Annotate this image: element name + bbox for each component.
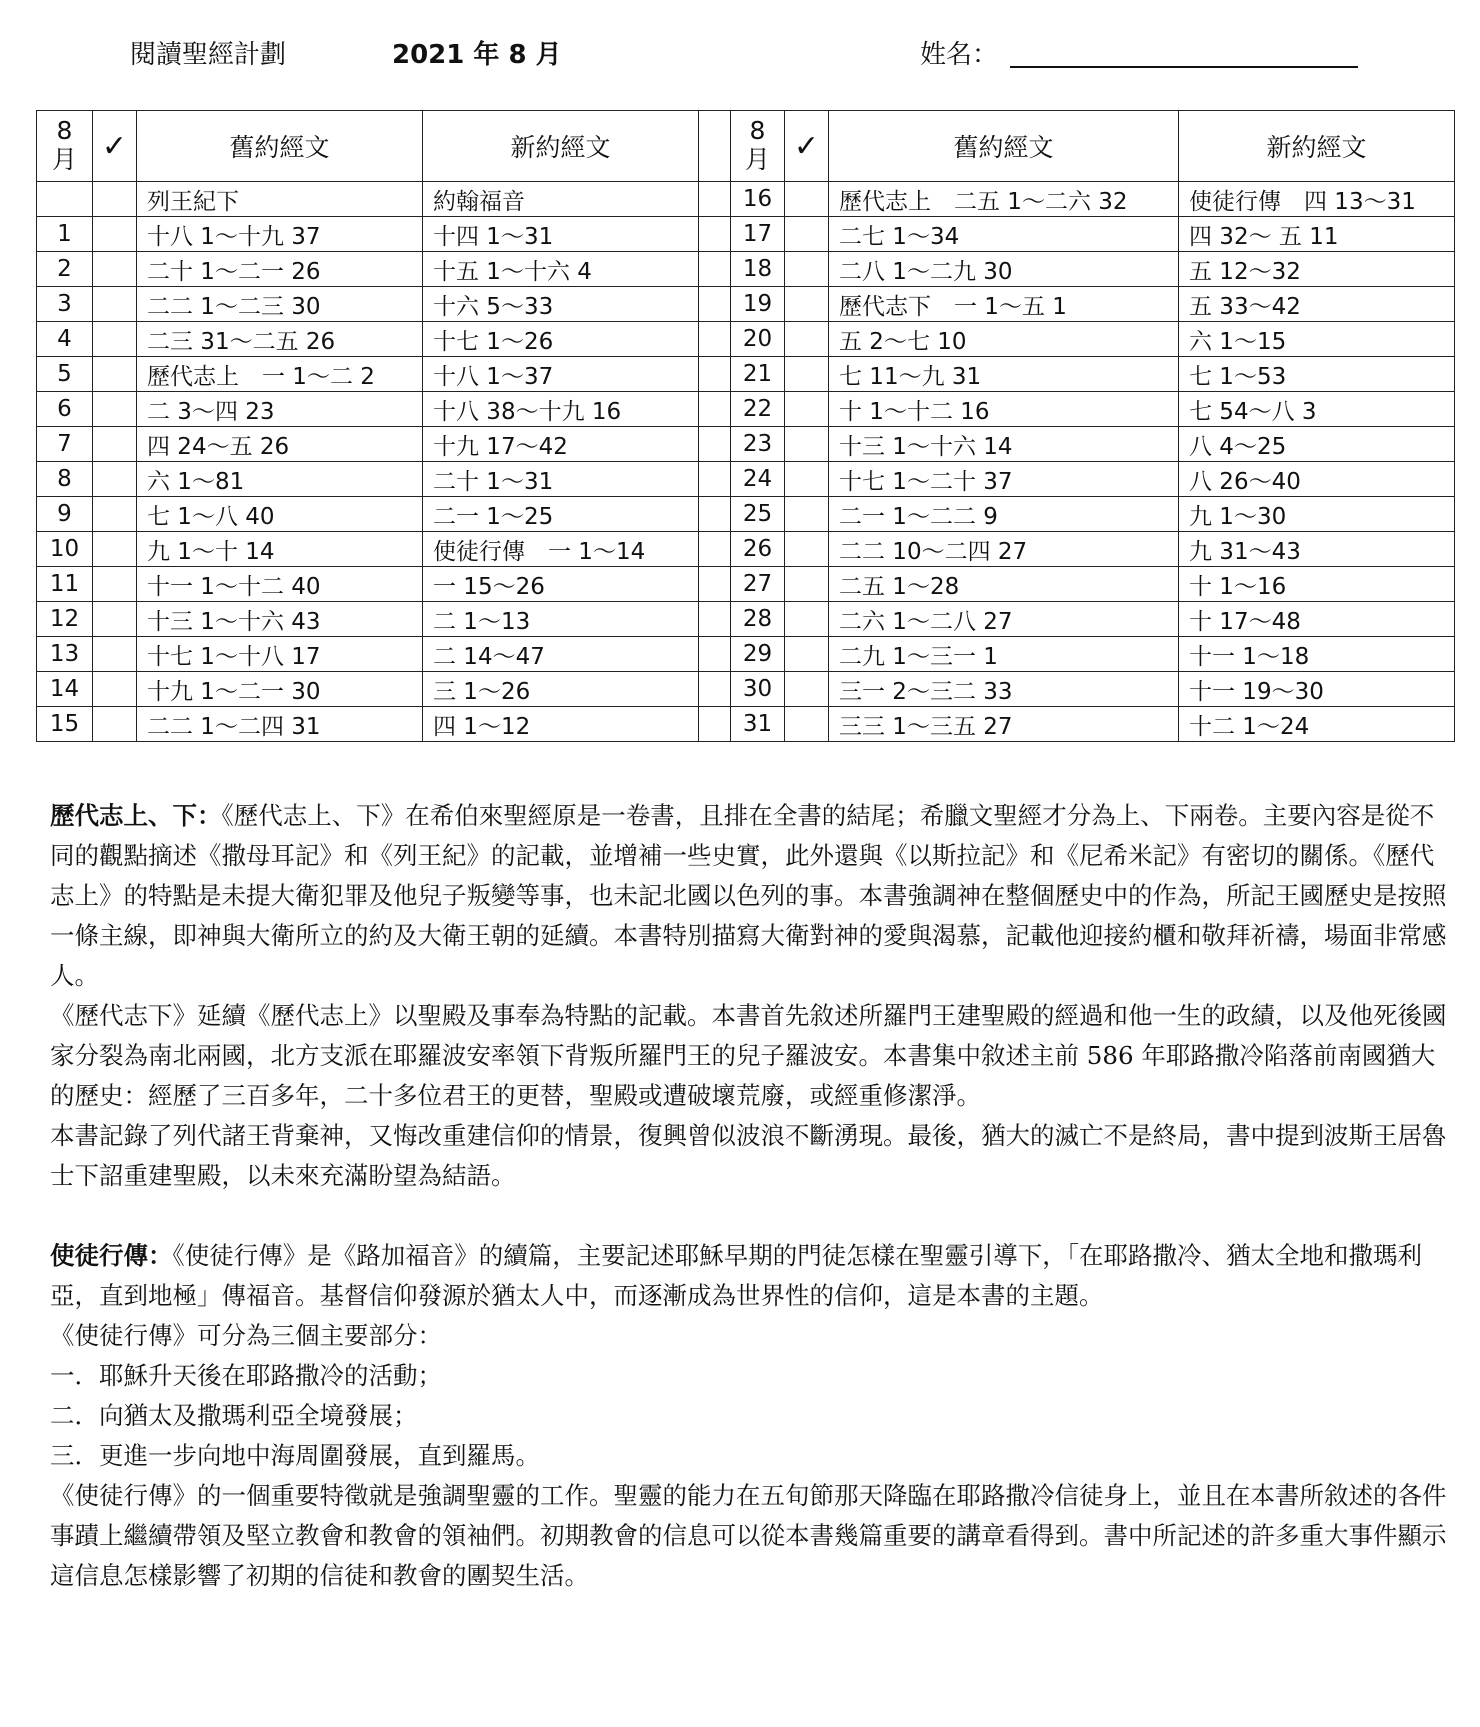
table-row — [37, 427, 1455, 462]
column-gap — [699, 287, 731, 322]
nt-reading-cell: 十四 1～31 — [423, 217, 699, 252]
check-box-cell[interactable] — [785, 287, 829, 322]
ot-reading-cell: 二八 1～二九 30 — [829, 252, 1179, 287]
ot-reading-cell: 十九 1～二一 30 — [137, 672, 423, 707]
ot-reading-cell: 三三 1～三五 27 — [829, 707, 1179, 742]
nt-reading-cell: 十七 1～26 — [423, 322, 699, 357]
day-cell: 4 — [37, 322, 93, 357]
nt-reading-cell: 九 31～43 — [1179, 532, 1455, 567]
day-cell: 14 — [37, 672, 93, 707]
check-box-cell[interactable] — [785, 462, 829, 497]
ot-reading-cell: 二五 1～28 — [829, 567, 1179, 602]
column-gap — [699, 602, 731, 637]
nt-reading-cell: 十八 1～37 — [423, 357, 699, 392]
check-box-cell[interactable] — [93, 392, 137, 427]
nt-reading-cell: 十 17～48 — [1179, 602, 1455, 637]
acts-note — [50, 1236, 1450, 1316]
ot-reading-cell: 二九 1～三一 1 — [829, 637, 1179, 672]
chronicles-note — [50, 796, 1450, 996]
table-row — [37, 602, 1455, 637]
day-cell: 21 — [731, 357, 785, 392]
ot-column-header: 舊約經文 — [829, 111, 1179, 182]
ot-reading-cell: 三一 2～三二 33 — [829, 672, 1179, 707]
nt-reading-cell: 八 4～25 — [1179, 427, 1455, 462]
day-cell: 23 — [731, 427, 785, 462]
ot-reading-cell: 二一 1～二二 9 — [829, 497, 1179, 532]
day-cell: 7 — [37, 427, 93, 462]
ot-reading-cell: 二六 1～二八 27 — [829, 602, 1179, 637]
table-row — [37, 462, 1455, 497]
column-gap — [699, 637, 731, 672]
acts-list-item: 二．向猶太及撒瑪利亞全境發展； — [50, 1401, 418, 1430]
acts-paragraph-1: 《使徒行傳》是《路加福音》的續篇，主要記述耶穌早期的門徒怎樣在聖靈引導下，「在耶路撒冷、猶太全地和撒瑪利亞，直到地極」傳福音。基督信仰發源於猶太人中，而逐漸成為世界性的信仰，這是本書的主題。 — [50, 1241, 1422, 1310]
ot-reading-cell: 二二 1～二四 31 — [137, 707, 423, 742]
column-gap — [699, 532, 731, 567]
ot-reading-cell: 十三 1～十六 43 — [137, 602, 423, 637]
column-gap — [699, 427, 731, 462]
check-box-cell[interactable] — [93, 532, 137, 567]
ot-reading-cell: 二二 1～二三 30 — [137, 287, 423, 322]
plan-title: 閱讀聖經計劃 — [130, 40, 287, 70]
check-box-cell[interactable] — [785, 497, 829, 532]
ot-reading-cell: 十八 1～十九 37 — [137, 217, 423, 252]
day-cell: 9 — [37, 497, 93, 532]
check-column-header: ✓ — [93, 111, 137, 182]
ot-reading-cell: 九 1～十 14 — [137, 532, 423, 567]
column-gap — [699, 357, 731, 392]
check-box-cell[interactable] — [93, 357, 137, 392]
day-cell: 17 — [731, 217, 785, 252]
chronicles-paragraph-3: 本書記錄了列代諸王背棄神，又悔改重建信仰的情景，復興曾似波浪不斷湧現。最後，猶大的滅亡不是終局，書中提到波斯王居魯士下詔重建聖殿，以未來充滿盼望為結語。 — [50, 1121, 1447, 1190]
check-box-cell[interactable] — [785, 427, 829, 462]
nt-reading-cell: 十五 1～十六 4 — [423, 252, 699, 287]
day-cell: 27 — [731, 567, 785, 602]
ot-reading-cell: 十七 1～二十 37 — [829, 462, 1179, 497]
check-box-cell[interactable] — [785, 602, 829, 637]
ot-reading-cell: 二十 1～二一 26 — [137, 252, 423, 287]
ot-book-cell: 列王紀下 — [137, 182, 423, 217]
ot-reading-cell: 十三 1～十六 14 — [829, 427, 1179, 462]
check-box-cell[interactable] — [785, 672, 829, 707]
nt-reading-cell: 七 54～八 3 — [1179, 392, 1455, 427]
acts-paragraph-3: 《使徒行傳》的一個重要特徵就是強調聖靈的工作。聖靈的能力在五旬節那天降臨在耶路撒冷信徒身上，並且在本書所敘述的各件事蹟上繼續帶領及堅立教會和教會的領袖們。初期教會的信息可以從本書幾篇重要的講章看得到。書中所記述的許多重大事件顯示這信息怎樣影響了初期的信徒和教會的團契生活。 — [50, 1481, 1447, 1590]
day-cell: 19 — [731, 287, 785, 322]
chronicles-paragraph-2: 《歷代志下》延續《歷代志上》以聖殿及事奉為特點的記載。本書首先敘述所羅門王建聖殿的經過和他一生的政績，以及他死後國家分裂為南北兩國，北方支派在耶羅波安率領下背叛所羅門王的兒子羅波安。本書集中敘述主前 586 年耶路撒冷陷落前南國猶大的歷史：經歷了三百多年，二十多位君王的更替，聖殿或遭破壞荒廢，或經重修潔淨。 — [50, 1001, 1447, 1110]
day-cell: 25 — [731, 497, 785, 532]
table-row — [37, 532, 1455, 567]
column-gap — [699, 322, 731, 357]
nt-reading-cell: 使徒行傳 四 13～31 — [1179, 182, 1455, 217]
day-cell: 8 — [37, 462, 93, 497]
nt-reading-cell: 十一 1～18 — [1179, 637, 1455, 672]
table-row — [37, 217, 1455, 252]
day-cell: 15 — [37, 707, 93, 742]
page-header — [0, 28, 1480, 78]
day-cell: 3 — [37, 287, 93, 322]
reading-plan-table — [36, 110, 1455, 742]
table-row — [37, 357, 1455, 392]
nt-reading-cell: 四 1～12 — [423, 707, 699, 742]
day-cell: 5 — [37, 357, 93, 392]
chronicles-heading: 歷代志上、下： — [50, 801, 222, 830]
check-box-cell[interactable] — [93, 287, 137, 322]
day-cell: 24 — [731, 462, 785, 497]
nt-reading-cell: 七 1～53 — [1179, 357, 1455, 392]
check-box-cell[interactable] — [785, 707, 829, 742]
table-row — [37, 637, 1455, 672]
column-gap — [699, 111, 731, 182]
day-cell: 20 — [731, 322, 785, 357]
nt-reading-cell: 二一 1～25 — [423, 497, 699, 532]
check-box-cell[interactable] — [785, 392, 829, 427]
day-cell: 29 — [731, 637, 785, 672]
ot-reading-cell: 十 1～十二 16 — [829, 392, 1179, 427]
check-box-cell[interactable] — [93, 567, 137, 602]
column-gap — [699, 707, 731, 742]
day-cell: 11 — [37, 567, 93, 602]
nt-book-cell: 約翰福音 — [423, 182, 699, 217]
nt-reading-cell: 九 1～30 — [1179, 497, 1455, 532]
nt-reading-cell: 一 15～26 — [423, 567, 699, 602]
check-box-cell[interactable] — [93, 462, 137, 497]
check-box-cell[interactable] — [93, 217, 137, 252]
nt-column-header: 新約經文 — [423, 111, 699, 182]
acts-list-item: 三．更進一步向地中海周圍發展，直到羅馬。 — [50, 1441, 540, 1470]
check-box-cell[interactable] — [785, 322, 829, 357]
column-gap — [699, 567, 731, 602]
nt-reading-cell: 十六 5～33 — [423, 287, 699, 322]
check-box-cell[interactable] — [93, 427, 137, 462]
day-cell: 16 — [731, 182, 785, 217]
ot-column-header: 舊約經文 — [137, 111, 423, 182]
ot-reading-cell: 二七 1～34 — [829, 217, 1179, 252]
day-cell: 31 — [731, 707, 785, 742]
column-gap — [699, 252, 731, 287]
table-row — [37, 322, 1455, 357]
column-gap — [699, 182, 731, 217]
chronicles-paragraph-1: 《歷代志上、下》在希伯來聖經原是一卷書，且排在全書的結尾；希臘文聖經才分為上、下兩卷。主要內容是從不同的觀點摘述《撒母耳記》和《列王紀》的記載，並增補一些史實，此外還與《以斯拉記》和《尼希米記》有密切的關係。《歷代志上》的特點是未提大衛犯罪及他兒子叛變等事，也未記北國以色列的事。本書強調神在整個歷史中的作為，所記王國歷史是按照一條主線，即神與大衛所立的約及大衛王朝的延續。本書特別描寫大衛對神的愛與渴慕，記載他迎接約櫃和敬拜祈禱，場面非常感人。 — [50, 801, 1447, 990]
table-row — [37, 287, 1455, 322]
name-label: 姓名： — [920, 40, 999, 70]
table-row — [37, 252, 1455, 287]
ot-reading-cell: 七 11～九 31 — [829, 357, 1179, 392]
nt-reading-cell: 十 1～16 — [1179, 567, 1455, 602]
nt-reading-cell: 四 32～ 五 11 — [1179, 217, 1455, 252]
day-cell: 18 — [731, 252, 785, 287]
nt-reading-cell: 十二 1～24 — [1179, 707, 1455, 742]
check-box-cell[interactable] — [93, 637, 137, 672]
ot-reading-cell: 十七 1～十八 17 — [137, 637, 423, 672]
day-cell: 26 — [731, 532, 785, 567]
acts-heading: 使徒行傳： — [50, 1241, 173, 1270]
table-row — [37, 392, 1455, 427]
column-gap — [699, 672, 731, 707]
check-box-cell[interactable] — [93, 602, 137, 637]
check-box-cell[interactable] — [93, 497, 137, 532]
day-cell: 6 — [37, 392, 93, 427]
nt-reading-cell: 使徒行傳 一 1～14 — [423, 532, 699, 567]
day-cell: 2 — [37, 252, 93, 287]
check-box-cell[interactable] — [785, 217, 829, 252]
nt-reading-cell: 五 33～42 — [1179, 287, 1455, 322]
check-box-cell[interactable] — [785, 357, 829, 392]
day-column-header: 8 月 — [37, 111, 93, 182]
check-box-cell[interactable] — [785, 532, 829, 567]
nt-reading-cell: 六 1～15 — [1179, 322, 1455, 357]
ot-reading-cell: 二二 10～二四 27 — [829, 532, 1179, 567]
check-box-cell[interactable] — [93, 707, 137, 742]
day-cell: 30 — [731, 672, 785, 707]
ot-reading-cell: 歷代志上 一 1～二 2 — [137, 357, 423, 392]
ot-reading-cell: 歷代志上 二五 1～二六 32 — [829, 182, 1179, 217]
acts-paragraph-2: 《使徒行傳》可分為三個主要部分： — [50, 1321, 442, 1350]
table-header-row — [37, 111, 1455, 182]
nt-reading-cell: 三 1～26 — [423, 672, 699, 707]
check-box-cell[interactable] — [785, 637, 829, 672]
table-row — [37, 707, 1455, 742]
column-gap — [699, 497, 731, 532]
ot-reading-cell: 五 2～七 10 — [829, 322, 1179, 357]
ot-reading-cell: 十一 1～十二 40 — [137, 567, 423, 602]
day-cell: 13 — [37, 637, 93, 672]
column-gap — [699, 462, 731, 497]
day-column-header: 8 月 — [731, 111, 785, 182]
nt-reading-cell: 二 14～47 — [423, 637, 699, 672]
nt-reading-cell: 二 1～13 — [423, 602, 699, 637]
day-cell: 10 — [37, 532, 93, 567]
check-box-cell[interactable] — [93, 672, 137, 707]
table-row — [37, 182, 1455, 217]
ot-reading-cell: 七 1～八 40 — [137, 497, 423, 532]
ot-reading-cell: 四 24～五 26 — [137, 427, 423, 462]
check-box-cell[interactable] — [785, 252, 829, 287]
check-box-cell[interactable] — [785, 182, 829, 217]
plan-date: 2021 年 8 月 — [392, 40, 562, 70]
ot-reading-cell: 二三 31～二五 26 — [137, 322, 423, 357]
day-cell: 1 — [37, 217, 93, 252]
check-box-cell[interactable] — [93, 182, 137, 217]
nt-reading-cell: 十九 17～42 — [423, 427, 699, 462]
nt-reading-cell: 五 12～32 — [1179, 252, 1455, 287]
check-box-cell[interactable] — [93, 252, 137, 287]
book-notes — [50, 796, 1450, 1596]
day-cell: 22 — [731, 392, 785, 427]
table-row — [37, 672, 1455, 707]
column-gap — [699, 217, 731, 252]
table-row — [37, 567, 1455, 602]
ot-reading-cell: 六 1～81 — [137, 462, 423, 497]
day-cell: 12 — [37, 602, 93, 637]
ot-reading-cell: 歷代志下 一 1～五 1 — [829, 287, 1179, 322]
nt-reading-cell: 二十 1～31 — [423, 462, 699, 497]
check-box-cell[interactable] — [785, 567, 829, 602]
table-row — [37, 497, 1455, 532]
nt-column-header: 新約經文 — [1179, 111, 1455, 182]
check-box-cell[interactable] — [93, 322, 137, 357]
name-field-line[interactable] — [1010, 66, 1358, 68]
ot-reading-cell: 二 3～四 23 — [137, 392, 423, 427]
nt-reading-cell: 八 26～40 — [1179, 462, 1455, 497]
day-cell: 28 — [731, 602, 785, 637]
nt-reading-cell: 十八 38～十九 16 — [423, 392, 699, 427]
day-cell — [37, 182, 93, 217]
nt-reading-cell: 十一 19～30 — [1179, 672, 1455, 707]
column-gap — [699, 392, 731, 427]
check-column-header: ✓ — [785, 111, 829, 182]
acts-list-item: 一．耶穌升天後在耶路撒冷的活動； — [50, 1361, 442, 1390]
